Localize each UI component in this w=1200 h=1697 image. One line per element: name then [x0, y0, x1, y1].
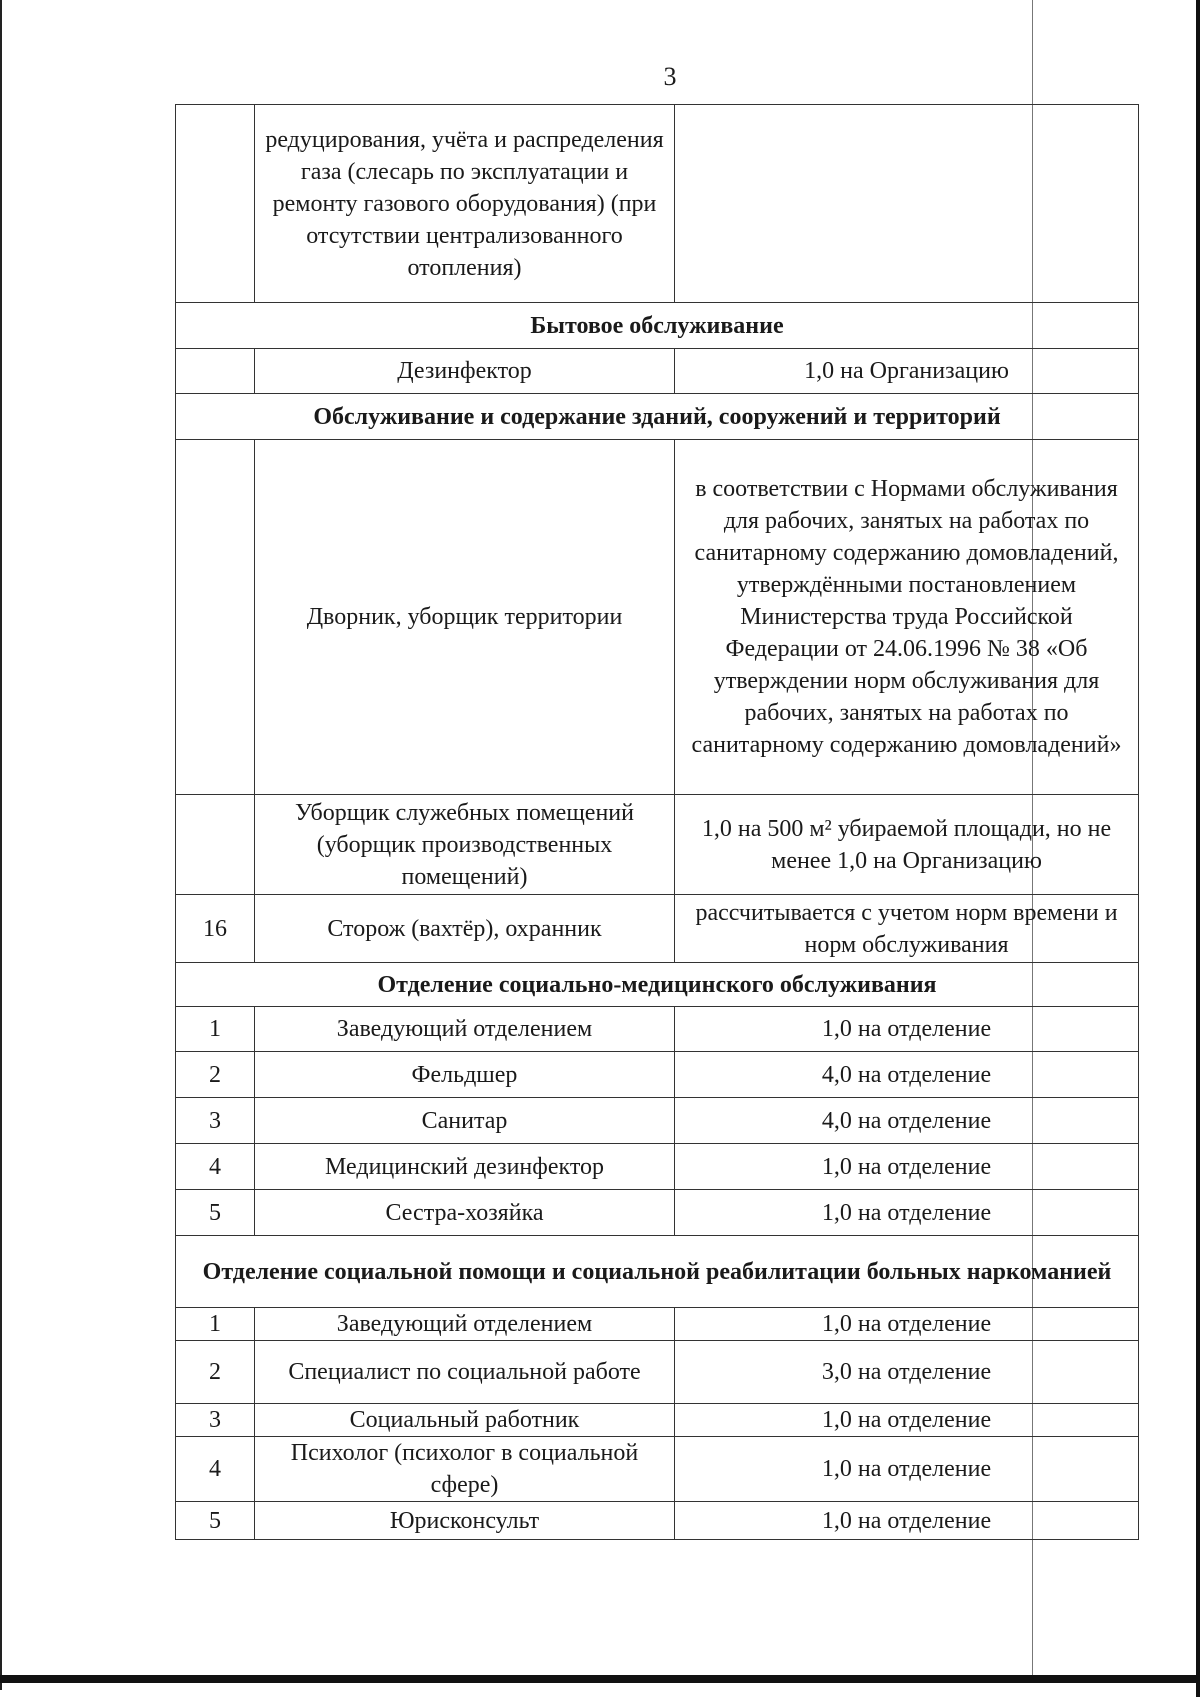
position-cell: Сестра-хозяйка: [255, 1190, 675, 1236]
position-cell: Санитар: [255, 1098, 675, 1144]
norm-cell: 1,0 на отделение: [675, 1502, 1139, 1540]
position-cell: Фельдшер: [255, 1052, 675, 1098]
norm-cell: 1,0 на отделение: [675, 1437, 1139, 1502]
section-title: Отделение социальной помощи и социальной реабилитации больных наркоманией: [176, 1236, 1139, 1308]
position-cell: Заведующий отделением: [255, 1308, 675, 1341]
section-header-row: [176, 1236, 1139, 1308]
row-number-cell: 3: [176, 1404, 255, 1437]
section-title: Отделение социально-медицинского обслуживания: [176, 963, 1139, 1007]
norm-cell: 1,0 на Организацию: [675, 349, 1139, 394]
table-row: [176, 440, 1139, 795]
table-row: [176, 1144, 1139, 1190]
row-number-cell: 5: [176, 1502, 255, 1540]
table-row: [176, 1437, 1139, 1502]
position-cell: Медицинский дезинфектор: [255, 1144, 675, 1190]
table-row: [176, 895, 1139, 963]
row-number-cell: [176, 105, 255, 303]
norm-cell: рассчитывается с учетом норм времени и норм обслуживания: [675, 895, 1139, 963]
table-row: [176, 1190, 1139, 1236]
row-number-cell: 2: [176, 1052, 255, 1098]
position-cell: Специалист по социальной работе: [255, 1341, 675, 1404]
position-cell: Дворник, уборщик территории: [255, 440, 675, 795]
position-cell: Психолог (психолог в социальной сфере): [255, 1437, 675, 1502]
table-row: [176, 349, 1139, 394]
row-number-cell: 4: [176, 1144, 255, 1190]
scan-edge-bottom: [0, 1675, 1200, 1683]
table-row: [176, 105, 1139, 303]
norm-cell: 4,0 на отделение: [675, 1098, 1139, 1144]
row-number-cell: [176, 795, 255, 895]
table-row: [176, 1502, 1139, 1540]
norm-cell: 4,0 на отделение: [675, 1052, 1139, 1098]
section-title: Бытовое обслуживание: [176, 303, 1139, 349]
table-row: [176, 1341, 1139, 1404]
table-row: [176, 1052, 1139, 1098]
scan-edge-right: [1196, 0, 1200, 1697]
section-header-row: [176, 303, 1139, 349]
table-row: [176, 1007, 1139, 1052]
page-number: 3: [663, 62, 677, 91]
table-row: [176, 1308, 1139, 1341]
row-number-cell: 3: [176, 1098, 255, 1144]
table-row: [176, 795, 1139, 895]
norm-cell: 1,0 на отделение: [675, 1190, 1139, 1236]
position-cell: Социальный работник: [255, 1404, 675, 1437]
section-header-row: [176, 963, 1139, 1007]
section-header-row: [176, 394, 1139, 440]
position-cell: Уборщик служебных помещений (уборщик производственных помещений): [255, 795, 675, 895]
section-title: Обслуживание и содержание зданий, сооружений и территорий: [176, 394, 1139, 440]
position-cell: Юрисконсульт: [255, 1502, 675, 1540]
norm-cell: 1,0 на отделение: [675, 1308, 1139, 1341]
position-cell: Дезинфектор: [255, 349, 675, 394]
staffing-table-body: [176, 105, 1139, 1540]
norm-cell: в соответствии с Нормами обслуживания для рабочих, занятых на работах по санитарному содержанию домовладений, утверждёнными постановлением Министерства труда Российской Федерации от 24.06.1996 № 38 «Об утверждении норм обслуживания для рабочих, занятых на работах по санитарному содержанию домовладений»: [675, 440, 1139, 795]
position-cell: Сторож (вахтёр), охранник: [255, 895, 675, 963]
row-number-cell: 1: [176, 1007, 255, 1052]
scan-edge-left: [0, 0, 2, 1690]
position-cell: Заведующий отделением: [255, 1007, 675, 1052]
row-number-cell: [176, 349, 255, 394]
norm-cell: [675, 105, 1139, 303]
table-row: [176, 1098, 1139, 1144]
norm-cell: 3,0 на отделение: [675, 1341, 1139, 1404]
table-row: [176, 1404, 1139, 1437]
row-number-cell: 1: [176, 1308, 255, 1341]
norm-cell: 1,0 на отделение: [675, 1007, 1139, 1052]
position-cell: редуцирования, учёта и распределения газа (слесарь по эксплуатации и ремонту газового оборудования) (при отсутствии централизованного отопления): [255, 105, 675, 303]
row-number-cell: 16: [176, 895, 255, 963]
row-number-cell: 5: [176, 1190, 255, 1236]
norm-cell: 1,0 на отделение: [675, 1144, 1139, 1190]
staffing-table: [175, 104, 1139, 1540]
row-number-cell: [176, 440, 255, 795]
norm-cell: 1,0 на отделение: [675, 1404, 1139, 1437]
row-number-cell: 2: [176, 1341, 255, 1404]
row-number-cell: 4: [176, 1437, 255, 1502]
norm-cell: 1,0 на 500 м² убираемой площади, но не менее 1,0 на Организацию: [675, 795, 1139, 895]
